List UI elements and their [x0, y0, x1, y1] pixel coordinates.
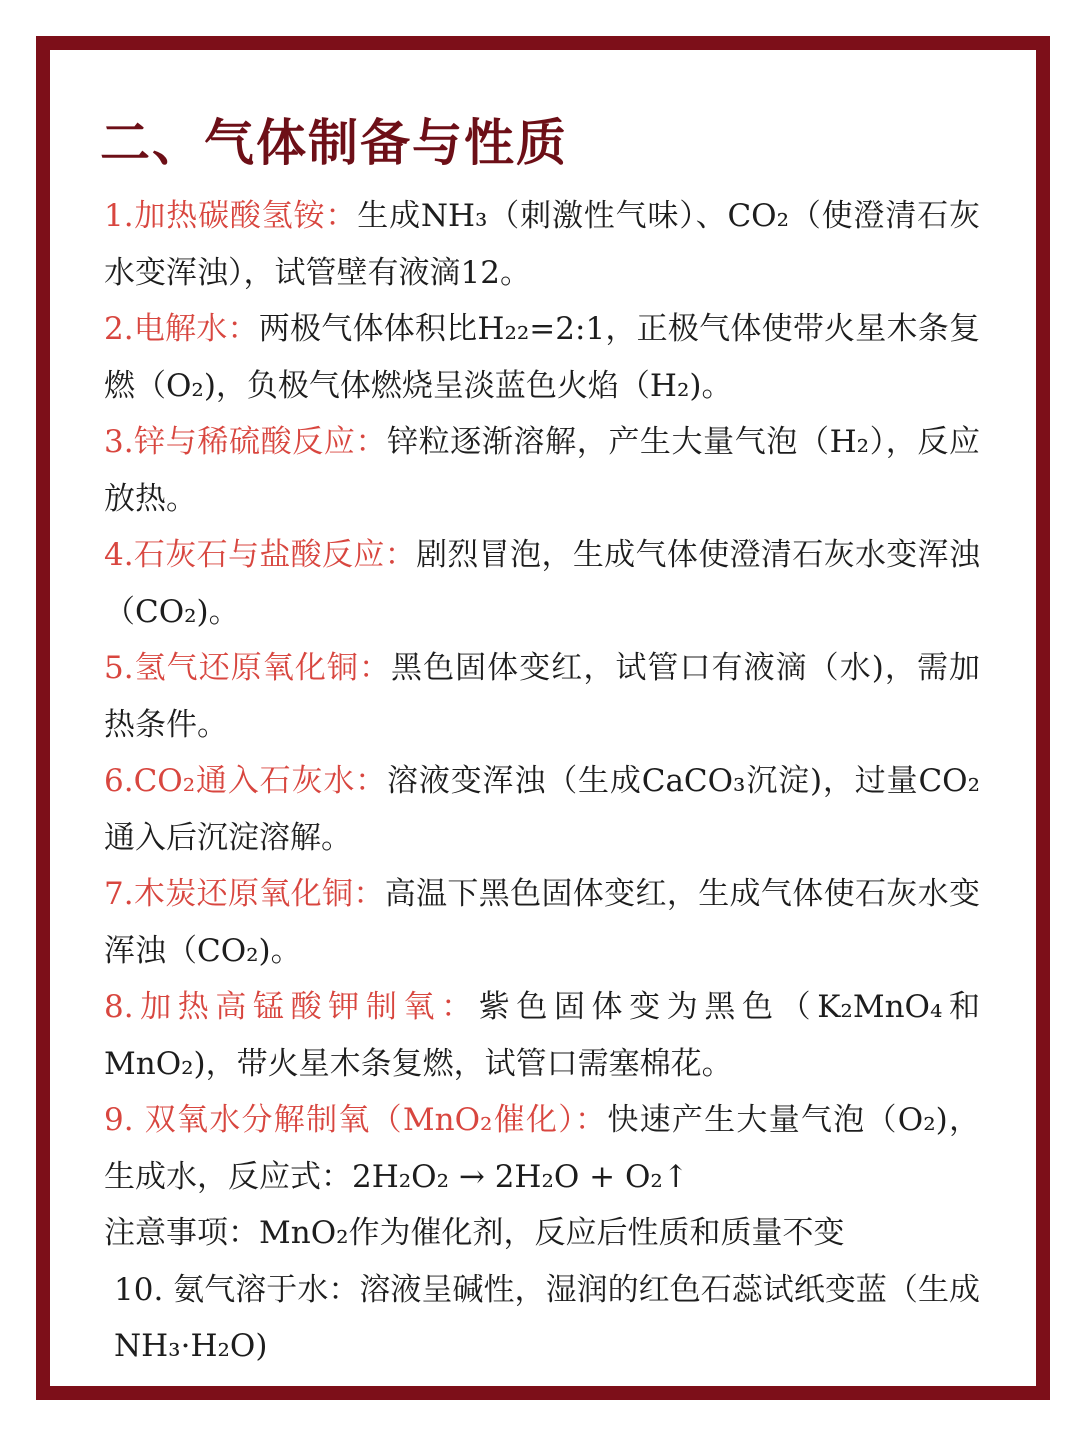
- item-label: 6.CO₂通入石灰水：: [104, 763, 388, 799]
- page-frame: [36, 36, 1050, 1400]
- list-item: [104, 866, 980, 979]
- item-label: 2.电解水：: [104, 311, 259, 347]
- section-title: 二、气体制备与性质: [100, 114, 568, 172]
- item-text: 锌粒逐渐溶解，产生大量气泡（H₂），反应放热。: [104, 424, 980, 517]
- note-text: 注意事项：MnO₂作为催化剂，反应后性质和质量不变: [104, 1215, 845, 1251]
- item-label: 5.氢气还原氧化铜：: [104, 650, 392, 686]
- list-item: [104, 640, 980, 753]
- list-item: [104, 1092, 980, 1205]
- item-text: 剧烈冒泡，生成气体使澄清石灰水变浑浊（CO₂)。: [104, 537, 981, 630]
- item-label: 1.加热碳酸氢铵：: [104, 198, 358, 234]
- item-text: 两极气体体积比H₂₂=2:1，正极气体使带火星木条复燃（O₂)，负极气体燃烧呈淡蓝色火焰（H₂)。: [104, 311, 980, 404]
- list-item-10: 10. 氨气溶于水：溶液呈碱性，湿润的红色石蕊试纸变蓝（生成NH₃·H₂O): [114, 1271, 980, 1364]
- item-label: 3.锌与稀硫酸反应：: [104, 424, 388, 460]
- list-item: [104, 188, 980, 301]
- list-item: [104, 753, 980, 866]
- list-item: [104, 301, 980, 414]
- item-text: 紫色固体变为黑色（K₂MnO₄和MnO₂)，带火星木条复燃，试管口需塞棉花。: [104, 989, 980, 1082]
- item-label: 4.石灰石与盐酸反应：: [104, 537, 417, 573]
- content-area: [100, 108, 981, 1375]
- item-label: 9. 双氧水分解制氧（MnO₂催化）：: [104, 1102, 608, 1138]
- item-label: 7.木炭还原氧化铜：: [104, 876, 385, 912]
- list-item: [104, 979, 980, 1092]
- item-text: 黑色固体变红，试管口有液滴（水)，需加热条件。: [104, 650, 981, 743]
- item-text: 生成NH₃（刺激性气味）、CO₂（使澄清石灰水变浑浊），试管壁有液滴12。: [104, 198, 981, 291]
- list-item: [104, 414, 980, 527]
- item-text: 溶液变浑浊（生成CaCO₃沉淀)，过量CO₂通入后沉淀溶解。: [104, 763, 981, 856]
- item-label: 8.加热高锰酸钾制氧：: [104, 989, 479, 1025]
- item-text: 高温下黑色固体变红，生成气体使石灰水变浑浊（CO₂)。: [104, 876, 980, 969]
- list-item: [104, 527, 980, 640]
- item-text: 快速产生大量气泡（O₂)，生成水，反应式：2H₂O₂ → 2H₂O + O₂↑: [104, 1102, 981, 1195]
